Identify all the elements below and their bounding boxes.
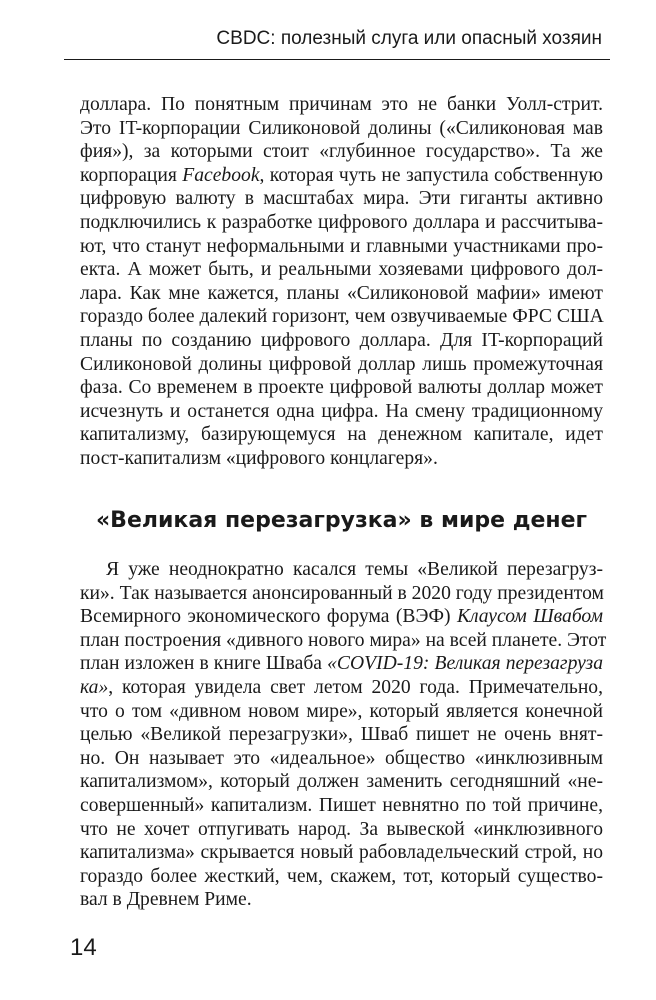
running-head-rule [64, 59, 610, 60]
text-line: планы по созданию цифрового доллара. Для IT-корпораций [80, 329, 603, 351]
text-line: что не хочет отпугивать народ. За вывеской «инклюзивного [80, 818, 603, 840]
running-head-title: CBDC: полезный слуга или опасный хозяин [216, 28, 602, 49]
text-line: капитализма» скрывается новый рабовладельческий строй, но [80, 842, 603, 864]
section-heading: «Великая перезагрузка» в мире денег [95, 508, 588, 533]
text-line: корпорация Facebook, которая чуть не запустила собственную [80, 164, 603, 186]
text-line: но. Он называет это «идеальное» общество «инклюзивным [80, 747, 603, 769]
text-line: цифровую валюту в масштабах мира. Эти гиганты активно [80, 188, 603, 210]
text-line: капитализмом», который должен заменить сегодняшний «не- [80, 771, 603, 793]
italic-text: Клаусом Швабом [456, 606, 603, 628]
text-line: ют, что станут неформальными и главными участниками про- [80, 235, 603, 257]
text-line: что о том «дивном новом мире», который является конечной [80, 700, 603, 722]
text-line: совершенный» капитализм. Пишет невнятно по той причине, [80, 794, 603, 816]
paragraph-1 [80, 93, 603, 471]
text-line: подключились к разработке цифрового доллара и рассчитыва- [80, 211, 603, 233]
text-line: целью «Великой перезагрузки», Шваб пишет не очень внят- [80, 724, 603, 746]
text-line: Силиконовой долины цифровой доллар лишь промежуточная [80, 353, 603, 375]
text-line: Это IT-корпорации Силиконовой долины («Силиконовая мав [80, 117, 603, 139]
text-line: план построения «дивного нового мира» на всей планете. Этот [80, 629, 607, 651]
text-line: екта. А может быть, и реальными хозяевами цифрового дол- [80, 259, 603, 281]
text-line: фия»), за которыми стоит «глубинное государство». Та же [80, 141, 603, 163]
italic-text: ка» [80, 676, 109, 698]
text-line: Всемирного экономического форума (ВЭФ) Клаусом Швабом [80, 606, 603, 628]
text-line: гораздо более жесткий, чем, скажем, тот, который существо- [80, 865, 603, 887]
running-head [64, 26, 610, 66]
text-line: вал в Древнем Риме. [80, 889, 252, 911]
italic-text: «COVID-19: Великая перезагруза [327, 653, 603, 675]
text-line: Я уже неоднократно касался темы «Великой перезагруз- [106, 559, 603, 580]
text-line: пост-капитализм «цифрового концлагеря». [80, 447, 438, 469]
text-line: ка», которая увидела свет летом 2020 года. Примечательно, [80, 676, 603, 698]
text-line: исчезнуть и останется одна цифра. На смену традиционному [80, 400, 603, 422]
paragraph-2 [80, 558, 607, 912]
page-number: 14 [70, 934, 97, 961]
italic-text: Facebook [182, 164, 260, 186]
text-line: фаза. Со временем в проекте цифровой валюты доллар может [80, 377, 603, 399]
text-line: план изложен в книге Шваба «COVID-19: Великая перезагруза [80, 653, 603, 675]
text-line: капитализму, базирующемуся на денежном капитале, идет [80, 424, 603, 446]
text-line: доллара. По понятным причинам это не банки Уолл-стрит. [80, 94, 603, 115]
text-line: ки». Так называется анонсированный в 2020 году президентом [80, 582, 604, 604]
text-line: лара. Как мне кажется, планы «Силиконовой мафии» имеют [80, 282, 603, 304]
text-line: гораздо более далекий горизонт, чем озвучиваемые ФРС США [80, 306, 604, 328]
